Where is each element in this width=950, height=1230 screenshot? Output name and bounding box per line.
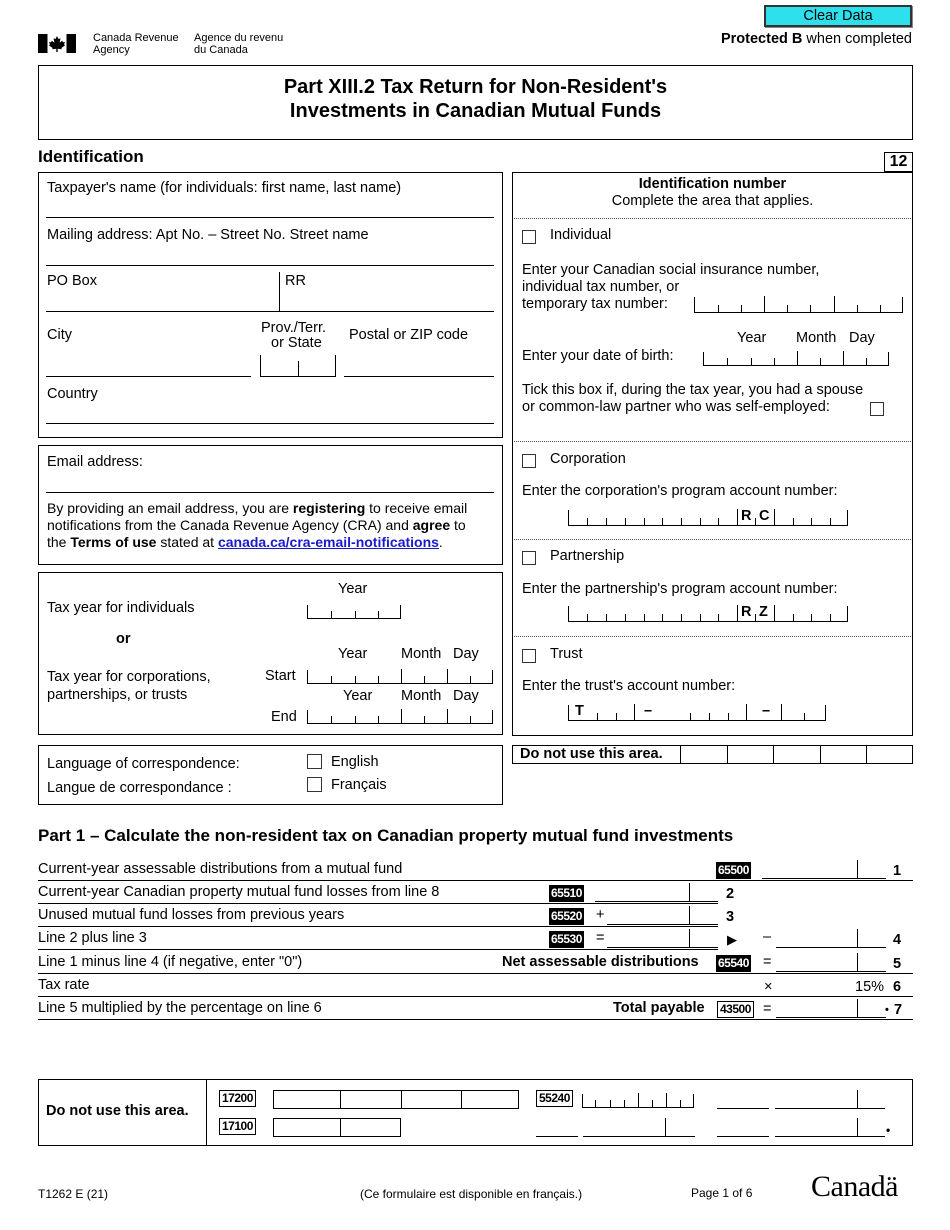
sin-label-1: Enter your Canadian social insurance number, [522,262,820,278]
bottom-bullet: • [886,1123,891,1137]
partnership-account-field[interactable] [568,606,848,622]
po-box-label: PO Box [47,273,97,289]
month-header-start: Month [401,646,442,662]
corp-rc-c: C [759,508,770,524]
sin-label-2: individual tax number, or [522,279,680,295]
part1-line7-num: 7 [894,1002,903,1018]
french-availability-note: (Ce formulaire est disponible en français.) [360,1187,583,1201]
part1-line7-bullet: • [885,1004,889,1016]
dob-year-header: Year [737,330,767,346]
part1-line4-minus: – [763,929,772,945]
part1-line1-code: 65500 [718,863,749,877]
box-number: 12 [884,152,913,172]
email-note-agree: agree [412,517,451,533]
tax-year-start-field[interactable] [307,670,493,684]
dob-label: Enter your date of birth: [522,348,674,364]
francais-label: Français [331,777,387,793]
part-rz-r: R [741,604,752,620]
corporation-label: Corporation [550,451,626,467]
trust-account-field[interactable] [568,705,826,721]
bottom-code-55240: 55240 [536,1090,573,1107]
po-box-field[interactable] [46,311,279,312]
page-number: Page 1 of 6 [691,1186,753,1200]
dob-field[interactable] [703,352,889,366]
part1-line1-num: 1 [893,863,902,879]
corp-account-field[interactable] [568,510,848,526]
or-label: or [116,631,131,647]
part1-line4-op: = [596,930,605,946]
year-header-ind: Year [338,581,368,597]
tax-year-corp-label-1: Tax year for corporations, [47,669,211,685]
month-header-end: Month [401,688,442,704]
end-label: End [271,709,297,725]
tax-year-individuals-field[interactable] [307,605,401,619]
part1-line5-label: Line 1 minus line 4 (if negative, enter "0") [38,954,303,970]
language-fr-label: Langue de correspondance : [47,780,232,796]
day-header-start: Day [453,646,479,662]
start-label: Start [265,668,296,684]
email-note-text-3: notifications from the Canada Revenue Agency (CRA) and [47,517,413,533]
individual-label: Individual [550,227,612,243]
part1-line5-op: = [763,954,772,970]
taxpayer-name-field[interactable] [46,217,494,218]
province-field[interactable] [260,355,336,377]
part1-line4-code: 65530 [551,932,582,946]
name-address-box [38,172,503,438]
postal-code-label: Postal or ZIP code [349,327,469,343]
trust-label: Trust [550,646,583,662]
form-title-box [38,65,913,140]
part1-line5-num: 5 [893,956,902,972]
country-label: Country [47,386,98,402]
email-note-terms: Terms of use [70,534,157,550]
taxpayer-name-label: Taxpayer's name (for individuals: first name, last name) [47,180,402,196]
corp-rc-r: R [741,508,752,524]
part1-line2-label: Current-year Canadian property mutual fund losses from line 8 [38,884,440,900]
line4-amount-field[interactable] [607,929,718,948]
identification-heading: Identification [38,147,144,166]
dob-month-header: Month [796,330,837,346]
email-note-text-7: . [438,534,443,550]
trust-dash-1: – [644,703,653,719]
prov-label-1: Prov./Terr. [261,320,326,336]
do-not-use-label-bottom: Do not use this area. [46,1103,189,1119]
bottom-field-17100 [273,1118,401,1137]
english-label: English [331,754,379,770]
part1-line6-num: 6 [893,979,902,995]
part1-line5-sublabel: Net assessable distributions [502,954,699,970]
part1-line4-label: Line 2 plus line 3 [38,930,147,946]
form-id: T1262 E (21) [38,1187,109,1201]
dob-day-header: Day [849,330,875,346]
tax-year-corp-label-2: partnerships, or trusts [47,687,188,703]
email-note-line2 [47,517,466,534]
protected-suffix: when completed [802,31,912,47]
agency-name-en: Canada Revenue Agency [93,32,179,56]
part1-line2-code: 65510 [551,886,582,900]
id-number-heading: Identification number [638,176,787,192]
year-header-end: Year [343,688,373,704]
part1-line1-label: Current-year assessable distributions from a mutual fund [38,861,403,877]
line1-amount-field[interactable] [762,860,886,879]
sin-label-3: temporary tax number: [522,296,668,312]
form-title-line2: Investments in Canadian Mutual Funds [289,100,662,122]
part1-line3-code: 65520 [551,909,582,923]
trust-checkbox[interactable] [522,649,536,663]
part-account-label: Enter the partnership's program account number: [522,581,838,597]
english-checkbox[interactable] [307,754,322,769]
do-not-use-label-top: Do not use this area. [520,746,663,762]
trust-t: T [575,703,584,719]
agency-name-fr: Agence du revenu du Canada [194,32,284,56]
bottom-code-17200: 17200 [219,1090,256,1107]
line4-total-field[interactable] [776,929,886,948]
partnership-label: Partnership [550,548,625,564]
part1-line5-code: 65540 [718,956,749,970]
trust-dash-2: – [762,703,771,719]
country-field[interactable] [46,423,494,424]
part1-line3-op: + [596,907,605,923]
francais-checkbox[interactable] [307,777,322,792]
day-header-end: Day [453,688,479,704]
bottom-code-17100: 17100 [219,1118,256,1135]
sin-field[interactable] [694,297,903,313]
email-note-line1 [47,500,467,517]
part1-line7-op: = [763,1001,772,1017]
protected-b-label: Protected B [720,31,803,47]
id-number-subheading: Complete the area that applies. [611,193,814,209]
spouse-label-2: or common-law partner who was self-employed: [522,399,830,415]
email-note-text-4: to [450,517,466,533]
bottom-field-17200 [273,1090,519,1109]
line5-amount-field[interactable] [776,953,886,972]
part1-line7-sublabel: Total payable [613,1000,705,1016]
corporation-checkbox[interactable] [522,454,536,468]
bottom-field-55240 [582,1094,694,1108]
trust-account-label: Enter the trust's account number: [522,678,736,694]
email-note-line3 [47,534,443,551]
email-note-text-6: stated at [156,534,218,550]
form-title-line1: Part XIII.2 Tax Return for Non-Resident's [283,76,668,98]
line3-amount-field[interactable] [607,906,718,925]
email-field[interactable] [46,492,494,493]
line7-amount-field[interactable] [776,999,886,1018]
language-en-label: Language of correspondence: [47,756,240,772]
corp-account-label: Enter the corporation's program account number: [522,483,838,499]
part-rz-z: Z [759,604,768,620]
email-label: Email address: [47,454,143,470]
part1-line4-num: 4 [893,932,902,948]
postal-code-field[interactable] [344,376,494,377]
canada-flag-icon [38,34,76,53]
protected-notice [721,31,912,48]
mailing-address-field[interactable] [46,265,494,266]
part1-line6-rate: 15% [855,979,885,995]
part1-line7-code: 43500 [717,1001,754,1018]
email-note-text-2: to receive email [365,500,468,516]
individual-checkbox[interactable] [522,230,536,244]
mailing-address-label: Mailing address: Apt No. – Street No. Street name [47,227,369,243]
part1-heading: Part 1 – Calculate the non-resident tax on Canadian property mutual fund investments [38,826,734,845]
city-field[interactable] [46,376,251,377]
part1-line3-num: 3 [726,909,735,925]
email-note-text-1: By providing an email address, you are [47,500,293,516]
part1-line6-label: Tax rate [38,977,90,993]
part1-line2-num: 2 [726,886,735,902]
tax-year-individuals-label: Tax year for individuals [47,600,195,616]
line2-amount-field[interactable] [595,883,718,902]
clear-data-button[interactable]: Clear Data [764,5,912,27]
email-note-registering: registering [292,500,366,516]
canada-wordmark: Canadä [811,1170,898,1203]
spouse-self-employed-checkbox[interactable] [870,402,884,416]
tax-year-end-field[interactable] [307,710,493,724]
year-header-start: Year [338,646,368,662]
spouse-label-1: Tick this box if, during the tax year, you had a spouse [522,382,864,398]
part1-line3-label: Unused mutual fund losses from previous years [38,907,345,923]
city-label: City [47,327,72,343]
prov-label-2: or State [271,335,322,351]
rr-field[interactable] [279,311,494,312]
email-notifications-link[interactable]: canada.ca/cra-email-notifications [217,534,439,550]
part1-line7-label: Line 5 multiplied by the percentage on line 6 [38,1000,322,1016]
part1-line4-arrow: ▶ [727,932,737,947]
rr-label: RR [285,273,306,289]
email-note-text-5: the [47,534,71,550]
partnership-checkbox[interactable] [522,551,536,565]
part1-line6-op: × [764,979,773,995]
